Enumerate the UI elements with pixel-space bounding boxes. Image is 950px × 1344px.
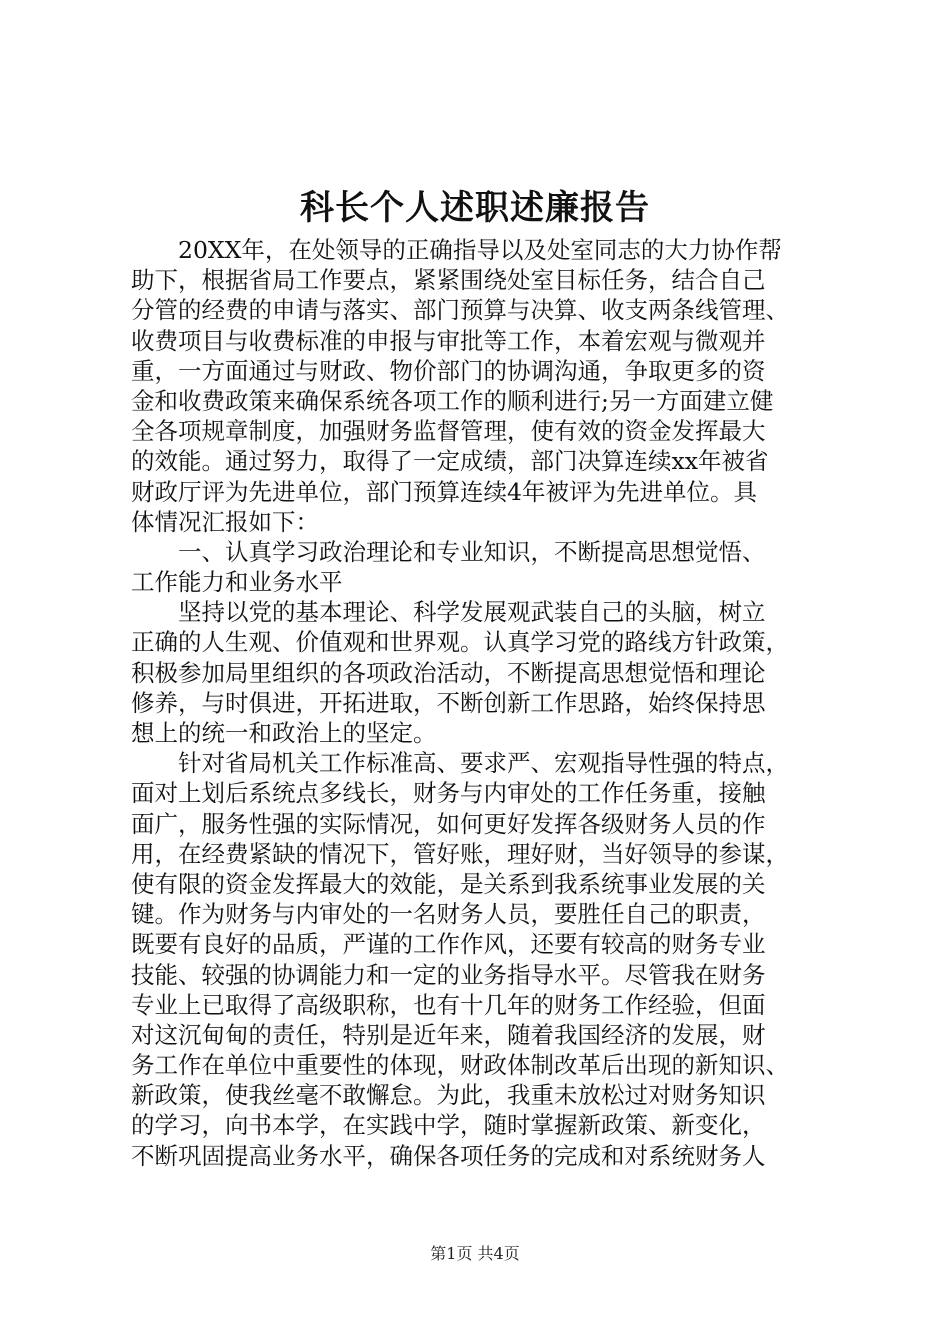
document-title: 科长个人述职述廉报告 bbox=[300, 188, 650, 228]
body-line: 针对省局机关工作标准高、要求严、宏观指导性强的特点， bbox=[178, 749, 789, 778]
body-line: 正确的人生观、价值观和世界观。认真学习党的路线方针政策， bbox=[131, 628, 789, 657]
body-line: 分管的经费的申请与落实、部门预算与决算、收支两条线管理、 bbox=[131, 296, 789, 325]
body-line: 用，在经费紧缺的情况下，管好账，理好财，当好领导的参谋， bbox=[131, 839, 789, 868]
body-line: 的效能。通过努力，取得了一定成绩，部门决算连续xx年被省 bbox=[131, 447, 769, 476]
body-line: 助下，根据省局工作要点，紧紧围绕处室目标任务，结合自己 bbox=[131, 266, 766, 295]
body-line: 既要有良好的品质，严谨的工作作风，还要有较高的财务专业 bbox=[131, 930, 766, 959]
body-line: 积极参加局里组织的各项政治活动，不断提高思想觉悟和理论 bbox=[131, 658, 766, 687]
body-line: 重，一方面通过与财政、物价部门的协调沟通，争取更多的资 bbox=[131, 356, 766, 385]
body-line: 工作能力和业务水平 bbox=[131, 568, 343, 597]
body-line: 金和收费政策来确保系统各项工作的顺利进行;另一方面建立健 bbox=[131, 386, 774, 415]
page-footer: 第1页 共4页 bbox=[430, 1244, 520, 1263]
body-line: 全各项规章制度，加强财务监督管理，使有效的资金发挥最大 bbox=[131, 417, 766, 446]
body-line: 20XX年，在处领导的正确指导以及处室同志的大力协作帮 bbox=[178, 236, 782, 264]
body-line: 体情况汇报如下： bbox=[131, 507, 319, 536]
body-line: 键。作为财务与内审处的一名财务人员，要胜任自己的职责， bbox=[131, 900, 766, 929]
body-line: 技能、较强的协调能力和一定的业务指导水平。尽管我在财务 bbox=[131, 960, 766, 989]
body-line: 一、认真学习政治理论和专业知识，不断提高思想觉悟、 bbox=[178, 537, 766, 566]
body-line: 坚持以党的基本理论、科学发展观武装自己的头脑，树立 bbox=[178, 598, 766, 627]
body-line: 对这沉甸甸的责任，特别是近年来，随着我国经济的发展，财 bbox=[131, 1020, 766, 1049]
document-body bbox=[131, 235, 831, 1171]
body-line: 面对上划后系统点多线长，财务与内审处的工作任务重，接触 bbox=[131, 779, 766, 808]
body-line: 专业上已取得了高级职称，也有十几年的财务工作经验，但面 bbox=[131, 990, 766, 1019]
body-line: 收费项目与收费标准的申报与审批等工作，本着宏观与微观并 bbox=[131, 326, 766, 355]
body-line: 财政厅评为先进单位，部门预算连续4年被评为先进单位。具 bbox=[131, 477, 757, 506]
body-line: 务工作在单位中重要性的体现，财政体制改革后出现的新知识、 bbox=[131, 1051, 789, 1080]
body-line: 的学习，向书本学，在实践中学，随时掌握新政策、新变化， bbox=[131, 1111, 766, 1140]
body-line: 不断巩固提高业务水平，确保各项任务的完成和对系统财务人 bbox=[131, 1141, 766, 1170]
body-line: 面广，服务性强的实际情况，如何更好发挥各级财务人员的作 bbox=[131, 809, 766, 838]
body-line: 修养，与时俱进，开拓进取，不断创新工作思路，始终保持思 bbox=[131, 688, 766, 717]
body-line: 使有限的资金发挥最大的效能，是关系到我系统事业发展的关 bbox=[131, 869, 766, 898]
body-line: 新政策，使我丝毫不敢懈怠。为此，我重未放松过对财务知识 bbox=[131, 1081, 766, 1110]
body-line: 想上的统一和政治上的坚定。 bbox=[131, 719, 437, 747]
